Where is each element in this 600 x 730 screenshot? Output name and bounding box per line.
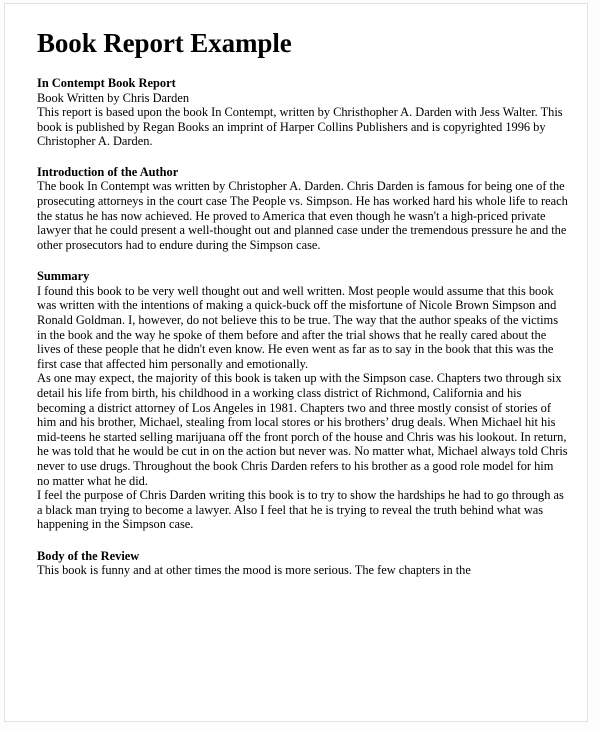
report-byline: Book Written by Chris Darden: [37, 90, 190, 105]
section-heading-body-of-review: Body of the Review: [37, 548, 140, 563]
section-paragraph-summary-1: I found this book to be very well thought out and well written. Most people would assume that this book was written with the intentions of making a quick-buck off the misfortune of Nicole Brown Simpson and Ronald Goldman. I, however, do not believe this to be true. The way that the author speaks of the victims in the book and the way he spoke of them before and after the trial shows that he really cared about the lives of these people that he didn't even know. He even went as far as to say in the book that this was the first case that affected him personally and emotionally.: [37, 283, 559, 371]
page-title: Book Report Example: [37, 28, 292, 58]
document-page: [4, 3, 588, 722]
section-paragraph-body-of-review-1: This book is funny and at other times the mood is more serious. The few chapters in the: [37, 563, 471, 578]
section-paragraph-summary-2: As one may expect, the majority of this book is taken up with the Simpson case. Chapters two through six detail his life from birth, his childhood in a working class district of Richmond, California and his becoming a district attorney of Los Angeles in 1981. Chapters two and three mostly consist of stories of him and his brother, Michael, stealing from local stores or his brothers’ drug deals. When Michael hit his mid-teens he started selling marijuana off the front porch of the house and Chris was his lookout. In return, he was told that he would be cut in on the action but never was. No matter what, Michael always told Chris never to use drugs. Throughout the book Chris Darden refers to his brother as a good role model for him no matter what he did.: [37, 371, 568, 488]
report-title: In Contempt Book Report: [37, 76, 176, 90]
section-paragraph-summary-3: I feel the purpose of Chris Darden writing this book is to try to show the hardships he had to go through as a black man trying to become a lawyer. Also I feel that he is trying to reveal the truth behind what was happening in the Simpson case.: [37, 488, 564, 532]
section-heading-summary: Summary: [37, 269, 90, 284]
intro-paragraph: This report is based upon the book In Contempt, written by Christhopher A. Darden with Jess Walter. This book is published by Regan Books an imprint of Harper Collins Publishers and is copyrighted 1996 by Christopher A. Darden.: [37, 105, 563, 149]
document-content: [37, 4, 568, 578]
section-paragraph-introduction-1: The book In Contempt was written by Christopher A. Darden. Chris Darden is famous for being one of the prosecuting attorneys in the court case The People vs. Simpson. He has worked hard his whole life to reach the status he has now achieved. He proved to America that even though he wasn't a high-priced private lawyer that he could present a well-thought out and planned case under the tremendous pressure he and the other prosecutors had to endure during the Simpson case.: [37, 179, 568, 252]
section-heading-introduction: Introduction of the Author: [37, 164, 179, 179]
report-subtitle-block: [37, 76, 568, 105]
